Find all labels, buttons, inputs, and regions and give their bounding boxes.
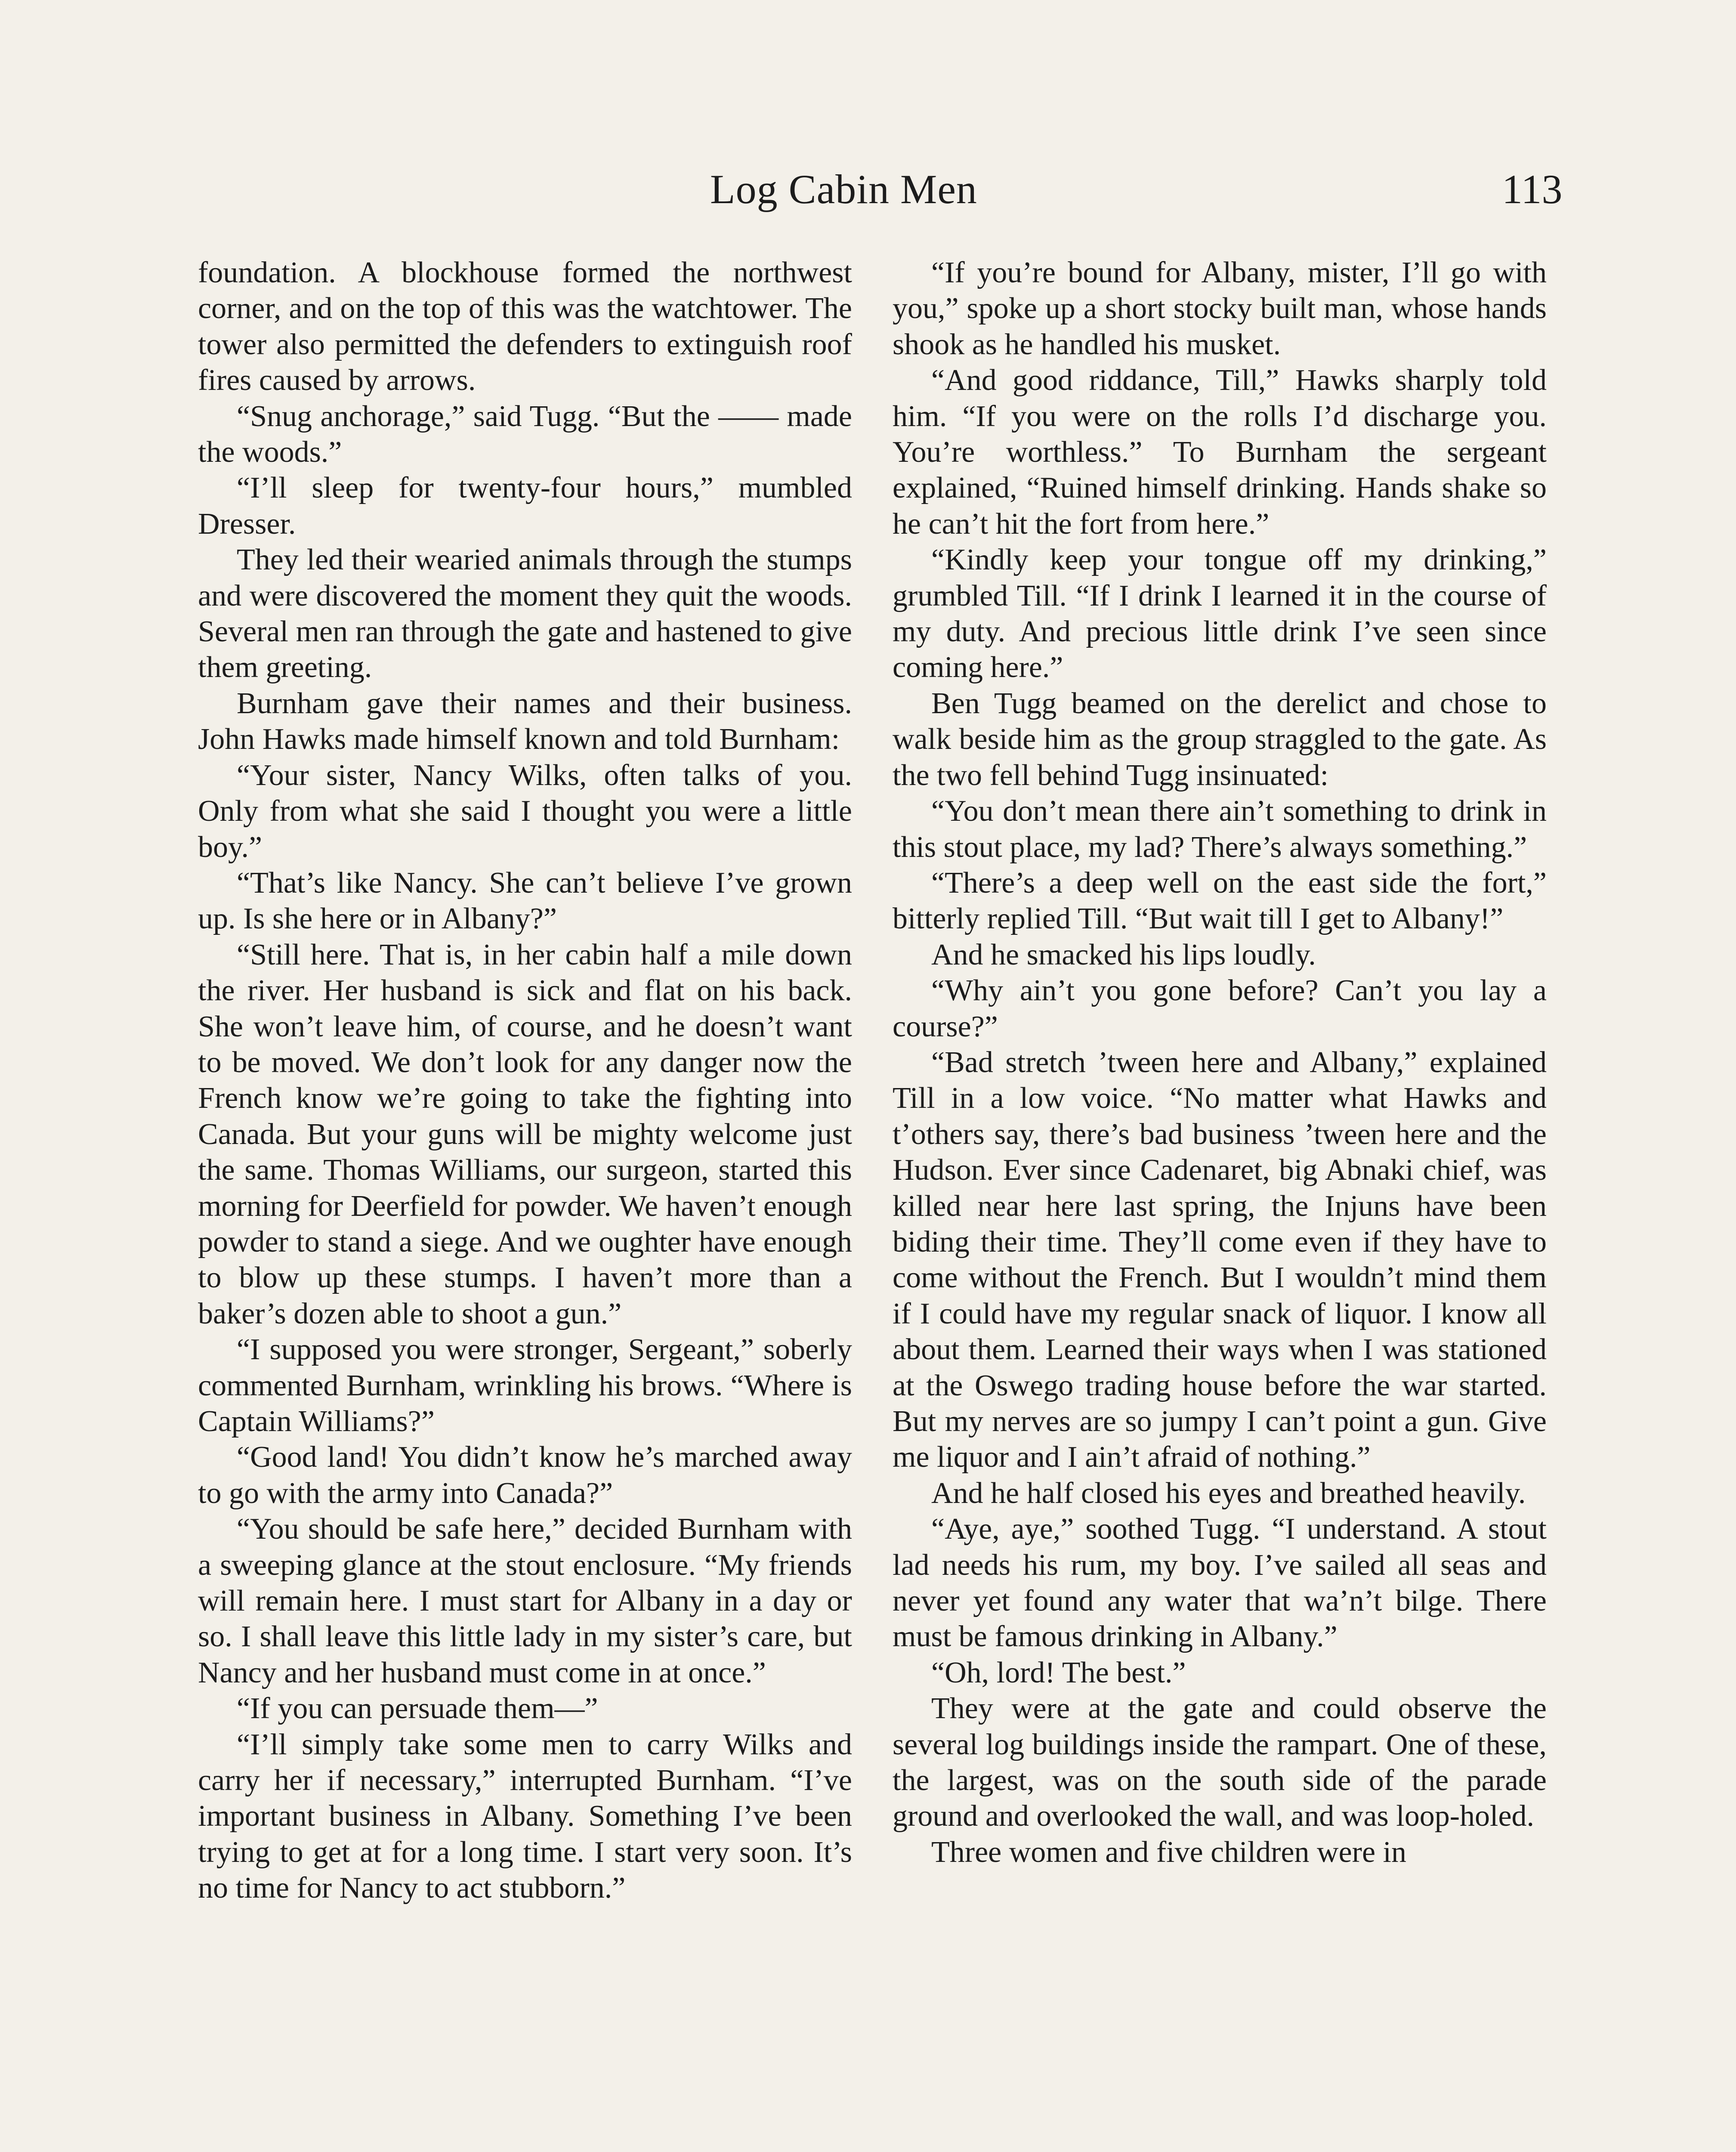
paragraph: “I’ll simply take some men to carry Wilks and carry her if necessary,” interrupted Burnham. “I’ve important business in Albany. Something I’ve been trying to get at for a long time. I start very soon. It’s no time for Nancy to act stubborn.” <box>198 1728 852 1905</box>
paragraph: And he half closed his eyes and breathed heavily. <box>931 1476 1526 1510</box>
paragraph: And he smacked his lips loudly. <box>931 938 1316 971</box>
paragraph: “Bad stretch ’tween here and Albany,” explained Till in a low voice. “No matter what Hawks and t’others say, there’s bad business ’tween here and the Hudson. Ever since Cadenaret, big Abnaki chief, was killed near here last spring, the Injuns have been biding their time. They’ll come even if they have to come without the French. But I wouldn’t mind them if I could have my regular snack of liquor. I know all about them. Learned their ways when I was stationed at the Oswego trading house before the war started. But my nerves are so jumpy I can’t point a gun. Give me liquor and I ain’t afraid of nothing.” <box>893 1045 1547 1474</box>
paragraph: “Still here. That is, in her cabin half a mile down the river. Her husband is sick and flat on his back. She won’t leave him, of course, and he doesn’t want to be moved. We don’t look for any danger now the French know we’re going to take the fighting into Canada. But your guns will be mighty welcome just the same. Thomas Williams, our surgeon, started this morning for Deerfield for powder. We haven’t enough powder to stand a siege. And we oughter have enough to blow up these stumps. I haven’t more than a baker’s dozen able to shoot a gun.” <box>198 938 852 1330</box>
paragraph: “There’s a deep well on the east side the fort,” bitterly replied Till. “But wait till I get to Albany!” <box>893 866 1547 936</box>
paragraph: “I supposed you were stronger, Sergeant,” soberly commented Burnham, wrinkling his brows. “Where is Captain Williams?” <box>198 1333 852 1438</box>
paragraph: “If you can persuade them—” <box>237 1692 598 1725</box>
paragraph: “Good land! You didn’t know he’s marched away to go with the army into Canada?” <box>198 1441 852 1510</box>
right-column <box>893 255 1547 1870</box>
paragraph: “Why ain’t you gone before? Can’t you lay a course?” <box>893 974 1547 1043</box>
paragraph: “Aye, aye,” soothed Tugg. “I understand. A stout lad needs his rum, my boy. I’ve sailed all seas and never yet found any water that wa’n’t bilge. There must be famous drinking in Albany.” <box>893 1512 1547 1654</box>
paragraph: “I’ll sleep for twenty-four hours,” mumbled Dresser. <box>198 471 852 541</box>
paragraph: Burnham gave their names and their business. John Hawks made himself known and told Burnham: <box>198 686 852 756</box>
paragraph: “Snug anchorage,” said Tugg. “But the —— made the woods.” <box>198 399 852 469</box>
paragraph: Three women and five children were in <box>931 1835 1406 1869</box>
paragraph: “Kindly keep your tongue off my drinking,” grumbled Till. “If I drink I learned it in the course of my duty. And precious little drink I’ve seen since coming here.” <box>893 543 1547 684</box>
paragraph: “You don’t mean there ain’t something to drink in this stout place, my lad? There’s always something.” <box>893 795 1547 864</box>
page-header <box>0 164 1736 215</box>
paragraph: Ben Tugg beamed on the derelict and chose to walk beside him as the group straggled to the gate. As the two fell behind Tugg insinuated: <box>893 686 1547 792</box>
paragraph: They were at the gate and could observe the several log buildings inside the rampart. One of these, the largest, was on the south side of the parade ground and overlooked the wall, and was loop-holed. <box>893 1692 1547 1833</box>
paragraph: “Oh, lord! The best.” <box>931 1656 1186 1689</box>
paragraph: They led their wearied animals through the stumps and were discovered the moment they quit the woods. Several men ran through the gate and hastened to give them greeting. <box>198 543 852 684</box>
paragraph: “That’s like Nancy. She can’t believe I’ve grown up. Is she here or in Albany?” <box>198 866 852 936</box>
left-column <box>198 255 852 1906</box>
paragraph: foundation. A blockhouse formed the northwest corner, and on the top of this was the watchtower. The tower also permitted the defenders to extinguish roof fires caused by arrows. <box>198 256 852 397</box>
running-title: Log Cabin Men <box>710 166 977 212</box>
paragraph: “Your sister, Nancy Wilks, often talks of you. Only from what she said I thought you were a little boy.” <box>198 758 852 864</box>
paragraph: “If you’re bound for Albany, mister, I’ll go with you,” spoke up a short stocky built man, whose hands shook as he handled his musket. <box>893 256 1547 361</box>
paragraph: “And good riddance, Till,” Hawks sharply told him. “If you were on the rolls I’d discharge you. You’re worthless.” To Burnham the sergeant explained, “Ruined himself drinking. Hands shake so he can’t hit the fort from here.” <box>893 364 1547 541</box>
paragraph: “You should be safe here,” decided Burnham with a sweeping glance at the stout enclosure. “My friends will remain here. I must start for Albany in a day or so. I shall leave this little lady in my sister’s care, but Nancy and her husband must come in at once.” <box>198 1512 852 1689</box>
page-number: 113 <box>1502 166 1563 212</box>
